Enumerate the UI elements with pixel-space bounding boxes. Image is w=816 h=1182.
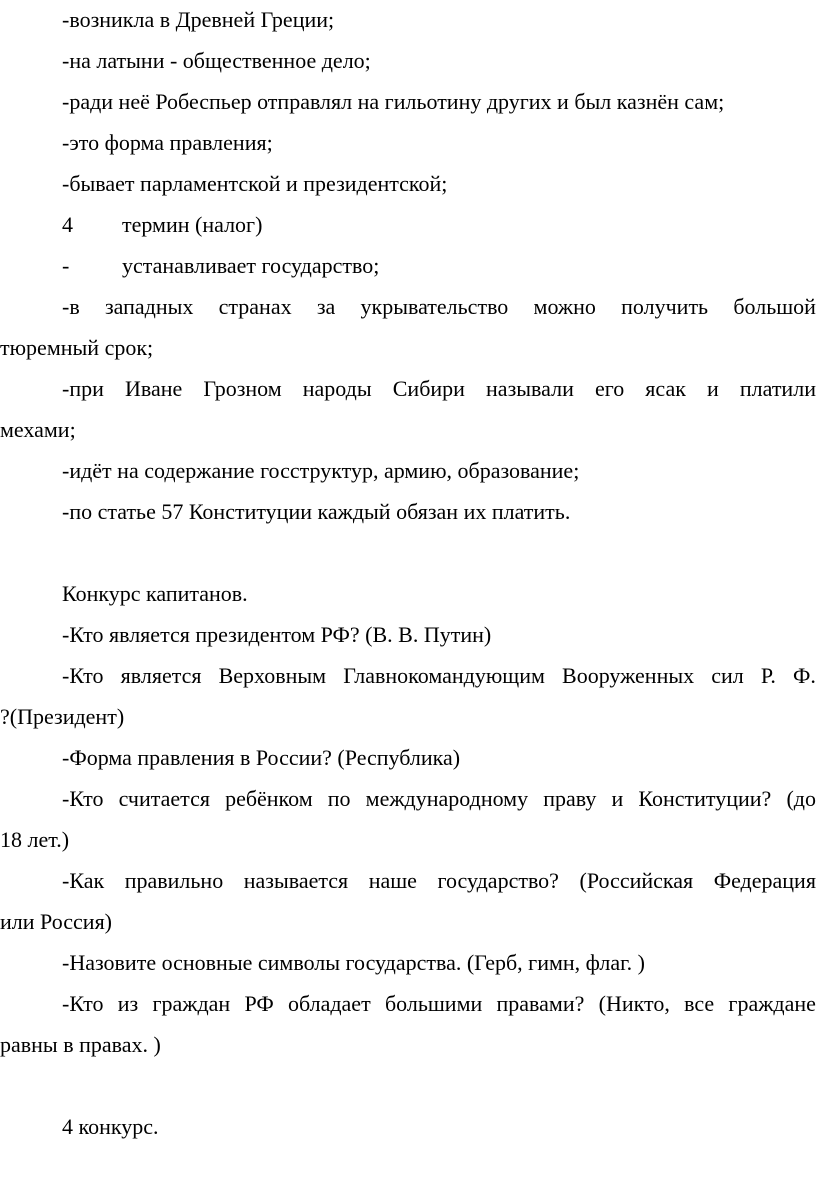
justified-line: [62, 375, 816, 403]
word: (Никто,: [598, 991, 670, 1016]
word: его: [594, 376, 625, 401]
text-line: или Россия): [0, 909, 113, 934]
word: -в: [62, 294, 80, 319]
text-line: -идёт на содержание госструктур, армию, образование;: [62, 458, 580, 483]
word: укрывательство: [360, 294, 509, 319]
word: -при: [62, 376, 104, 401]
word: большой: [733, 294, 816, 319]
word: считается: [118, 786, 210, 811]
word: (до: [786, 786, 816, 811]
word: все: [684, 991, 715, 1016]
word: Р.: [760, 663, 776, 688]
text-line: -на латыни - общественное дело;: [62, 48, 371, 73]
text-line: -по статье 57 Конституции каждый обязан их платить.: [62, 499, 571, 524]
word: Иване: [124, 376, 183, 401]
word: государство?: [437, 868, 559, 893]
text-line: -бывает парламентской и президентской;: [62, 171, 448, 196]
justified-line: [62, 293, 816, 321]
text-line: тюремный срок;: [0, 335, 154, 360]
word: называли: [486, 376, 574, 401]
justified-line: [62, 867, 816, 895]
list-bullet: -: [62, 253, 70, 278]
word: можно: [533, 294, 596, 319]
list-item-dash: [62, 252, 816, 280]
word: ребёнком: [225, 786, 313, 811]
word: народы: [302, 376, 372, 401]
word: большими: [384, 991, 483, 1016]
word: Грозном: [203, 376, 282, 401]
word: Ф.: [793, 663, 816, 688]
section-heading: 4 конкурс.: [62, 1114, 159, 1139]
word: Федерация: [713, 868, 816, 893]
list-number: 4: [62, 212, 73, 237]
word: обладает: [287, 991, 371, 1016]
text-line: -возникла в Древней Греции;: [62, 7, 335, 32]
word: Главнокомандующим: [343, 663, 545, 688]
word: правильно: [124, 868, 224, 893]
word: западных: [104, 294, 194, 319]
word: называется: [243, 868, 349, 893]
justified-line: [62, 662, 816, 690]
word: -Кто: [62, 663, 104, 688]
text-line: -Кто является президентом РФ? (В. В. Путин): [62, 622, 492, 647]
word: по: [327, 786, 351, 811]
word: -Кто: [62, 991, 104, 1016]
text-line: мехами;: [0, 417, 76, 442]
word: -Кто: [62, 786, 104, 811]
word: наше: [368, 868, 417, 893]
justified-line: [62, 990, 816, 1018]
word: Сибири: [392, 376, 465, 401]
word: платили: [739, 376, 816, 401]
word: Вооруженных: [562, 663, 695, 688]
word: и: [707, 376, 719, 401]
word: Конституции?: [638, 786, 772, 811]
list-item-4: [62, 211, 816, 239]
word: Верховным: [218, 663, 327, 688]
list-text: термин (налог): [122, 212, 263, 237]
word: является: [120, 663, 202, 688]
text-line: -Форма правления в России? (Республика): [62, 745, 461, 770]
word: правами?: [496, 991, 585, 1016]
section-heading: Конкурс капитанов.: [62, 581, 248, 606]
text-line: 18 лет.): [0, 827, 70, 852]
word: и: [611, 786, 624, 811]
word: сил: [711, 663, 744, 688]
text-line: равны в правах. ): [0, 1032, 161, 1057]
word: праву: [543, 786, 597, 811]
word: ясак: [645, 376, 686, 401]
text-line: -Назовите основные символы государства. (Герб, гимн, флаг. ): [62, 950, 645, 975]
word: из: [117, 991, 139, 1016]
word: -Как: [62, 868, 105, 893]
word: за: [316, 294, 336, 319]
word: граждан: [152, 991, 231, 1016]
word: граждане: [728, 991, 816, 1016]
word: получить: [621, 294, 709, 319]
text-line: -это форма правления;: [62, 130, 273, 155]
word: странах: [218, 294, 292, 319]
justified-line: [62, 785, 816, 813]
word: (Российская: [579, 868, 694, 893]
text-line: -ради неё Робеспьер отправлял на гильотину других и был казнён сам;: [62, 89, 725, 114]
list-text: устанавливает государство;: [122, 253, 380, 278]
text-line: ?(Президент): [0, 704, 125, 729]
word: международному: [365, 786, 529, 811]
word: РФ: [244, 991, 274, 1016]
